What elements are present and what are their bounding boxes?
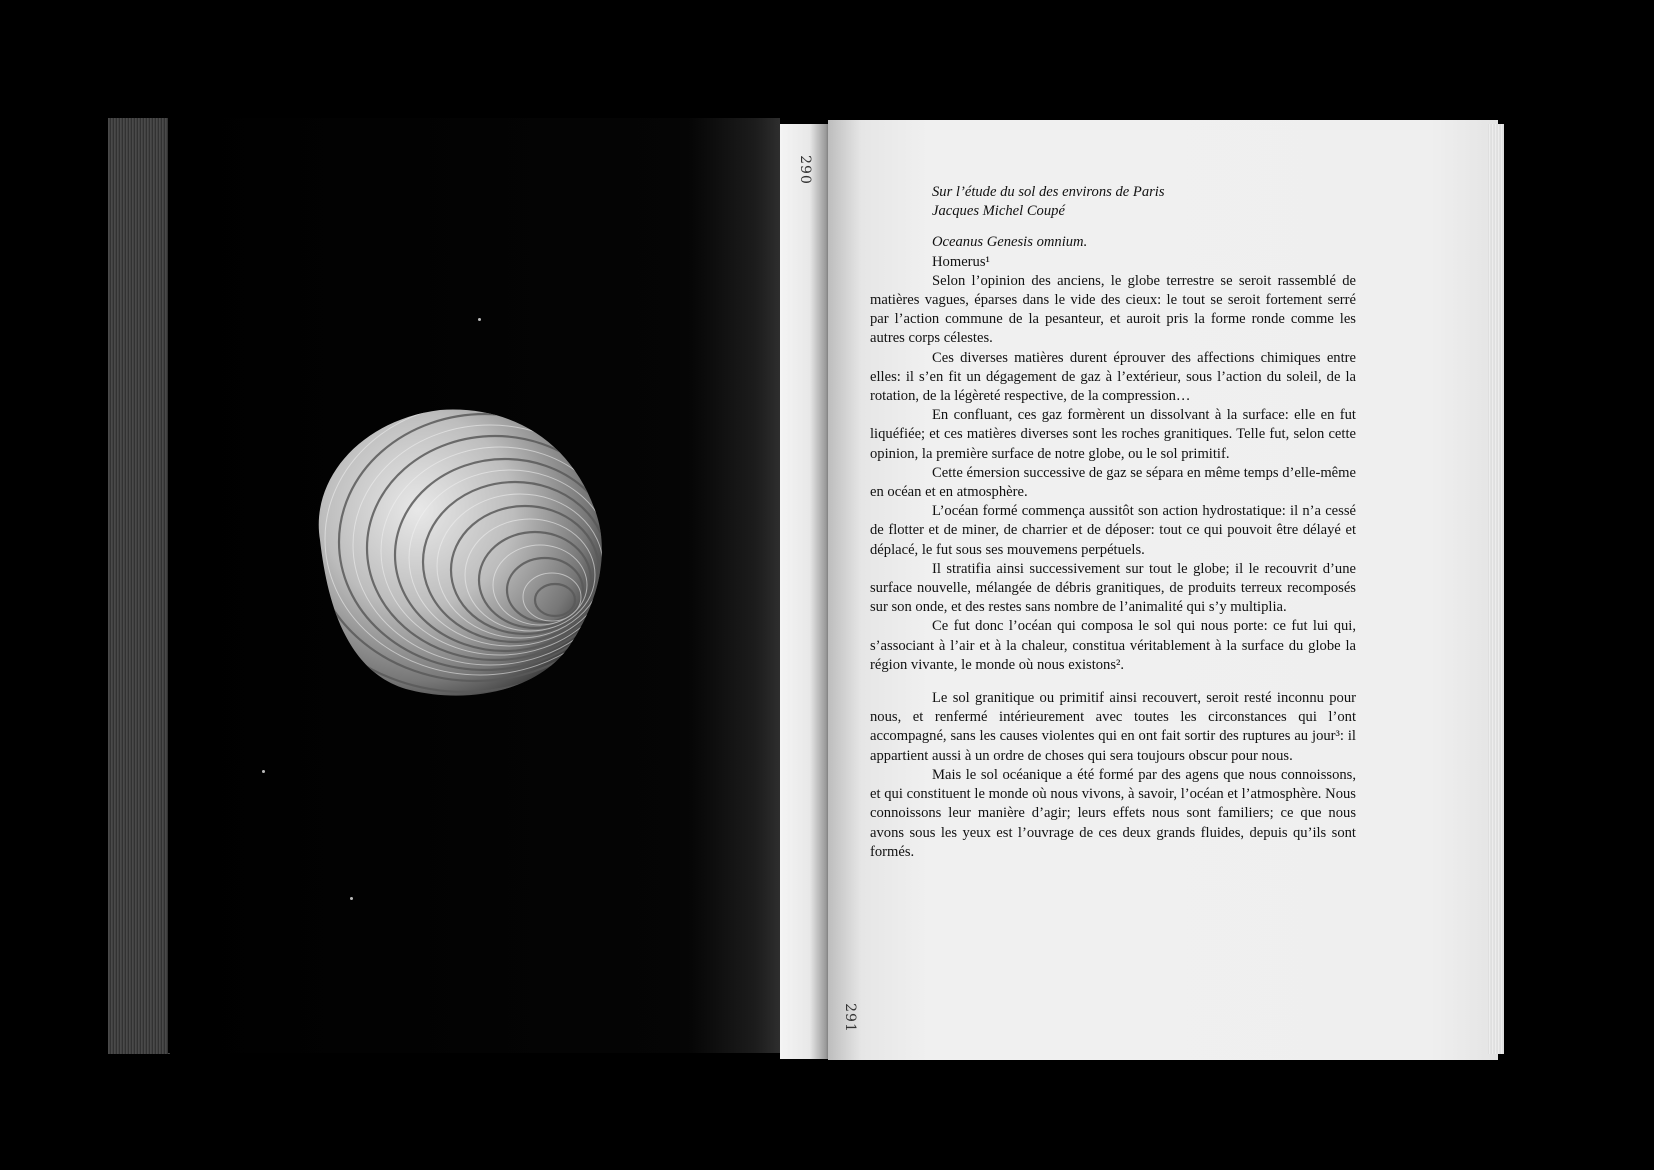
book-page-edges-right: [1488, 124, 1504, 1054]
epigraph-author: Homerus¹: [932, 253, 990, 270]
paragraph: Ces diverses matières durent éprouver des affections chimiques entre elles: il s’en fit un dégagement de gaz à l’extérieur, sous l’action du soleil, de la rotation, de la légèreté respective, de la compression…: [870, 349, 1356, 405]
paragraph: L’océan formé commença aussitôt son action hydrostatique: il n’a cessé de flotter et de miner, de charrier et de déposer: tout ce qui pouvoit être délayé et déplacé, le fut sous ses mouvemens perpétuels.: [870, 503, 1356, 558]
book-gutter: [780, 124, 834, 1059]
dust-speck: [478, 318, 481, 321]
paragraph: Il stratifia ainsi successivement sur tout le globe; il le recouvrit d’une surface nouvelle, mélangée de débris granitiques, de produits terreux recomposés sur son onde, et des restes sans nombre de l’animalité qui s’y multiplia.: [870, 560, 1356, 616]
article-title: Sur l’étude du sol des environs de Paris: [932, 184, 1165, 200]
paragraph: Le sol granitique ou primitif ainsi recouvert, seroit resté inconnu pour nous, et renfermé intérieurement avec toutes les circonstances qui l’ont accompagné, sans les causes violentes qui en ont fait sortir des ruptures au jour³: il appartient aussi à un ordre de choses qui sera toujours obscur pour nous.: [870, 690, 1356, 764]
page-number-right: 291: [841, 1003, 858, 1033]
dust-speck: [262, 770, 265, 773]
book-page-edges-left: [108, 118, 170, 1054]
epigraph: Oceanus Genesis omnium.: [932, 234, 1088, 251]
dust-speck: [350, 897, 353, 900]
cockle-shell-photograph: [300, 400, 640, 710]
shell-image: [300, 400, 640, 710]
paragraph: Selon l’opinion des anciens, le globe terrestre se seroit rassemblé de matières vagues, éparses dans le vide des cieux: le tout se seroit fortement serré par l’action commune de la pesanteur, et auroit pris la forme ronde comme les autres corps célestes.: [870, 272, 1356, 347]
article-author: Jacques Michel Coupé: [932, 203, 1065, 220]
paragraph: Cette émersion successive de gaz se sépara en même temps d’elle-même en océan et en atmosphère.: [870, 464, 1356, 501]
paragraph: En confluant, ces gaz formèrent un dissolvant à la surface: elle en fut liquéfiée; et ces matières diverses sont les roches granitiques. Telle fut, selon cette opinion, la première surface de notre globe, ou le sol primitif.: [870, 407, 1356, 462]
paragraph: Ce fut donc l’océan qui composa le sol qui nous porte: ce fut lui qui, s’associant à l’air et à la chaleur, constitua véritablement à la surface du globe la région vivante, le monde où nous existons².: [870, 618, 1356, 673]
paragraph: Mais le sol océanique a été formé par des agens que nous connoissons, et qui constituent le monde où nous vivons, à savoir, l’océan et l’atmosphère. Nous connoissons leur manière d’agir; leurs effets nous sont familiers; ce que nous avons sous les yeux est l’ouvrage de ces deux grands fluides, depuis qu’ils sont formés.: [870, 766, 1356, 860]
page-number-left: 290: [796, 155, 813, 185]
article-text: [870, 183, 1356, 862]
